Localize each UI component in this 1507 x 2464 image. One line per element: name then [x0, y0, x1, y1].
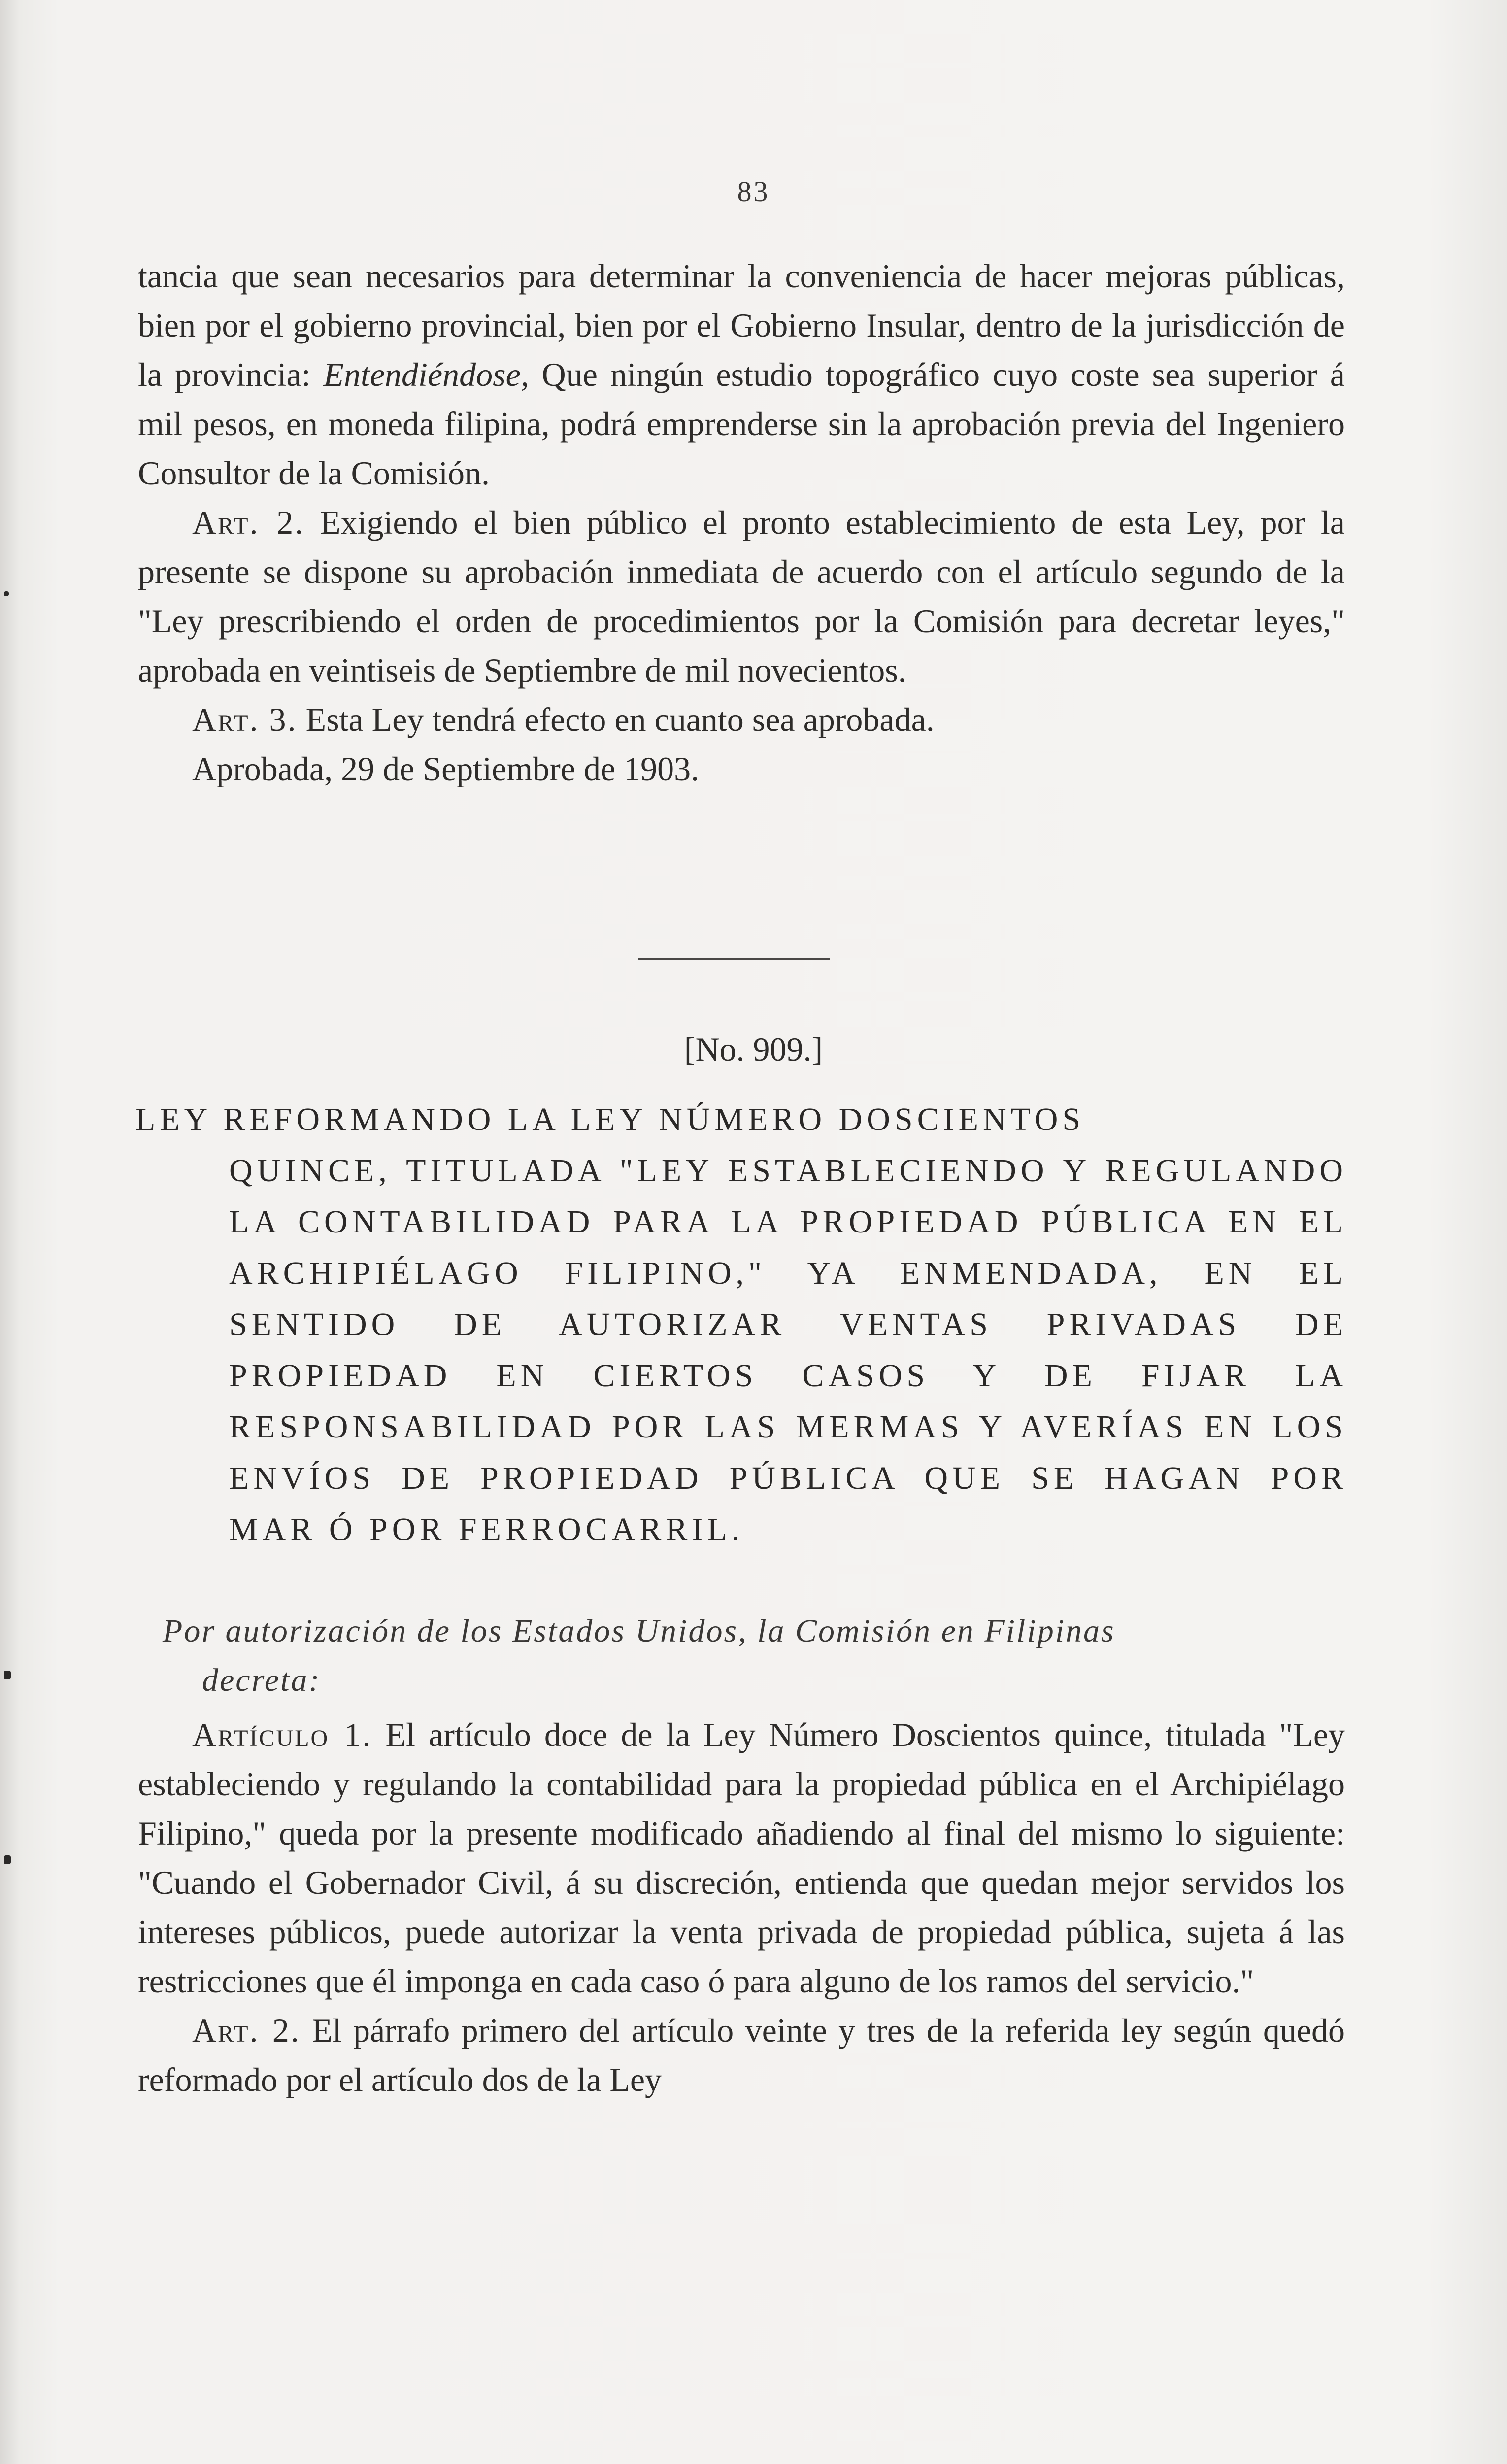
section-1-text: El artículo doce de la Ley Número Doscientos quince, titulada "Ley estableciendo y regulando la contabilidad para la propiedad pública en el Archipiélago Filipino," queda por la presente modificado añadiendo al final del mismo lo siguiente: "Cuando el Gobernador Civil, á su discreción, entienda que quedan mejor servidos los intereses públicos, puede autorizar la venta privada de propiedad pública, sujeta á las restricciones que él imponga en cada caso ó para alguno de los ramos del servicio." — [138, 1716, 1345, 2000]
article-3-paragraph — [138, 695, 1345, 744]
article-3-text: Esta Ley tendrá efecto en cuanto sea aprobada. — [305, 701, 935, 738]
approval-date: Aprobada, 29 de Septiembre de 1903. — [192, 750, 700, 787]
enacting-clause — [163, 1607, 1350, 1705]
act-title — [135, 1094, 1347, 1555]
proviso-text: Que ningún estudio topográfico cuyo coste sea superior á mil pesos, en moneda filipina, podrá emprenderse sin la aprobación previa del Ingeniero Consultor de la Comisión. — [138, 356, 1345, 492]
section-divider — [638, 958, 830, 960]
article-2-label: Art. 2. — [192, 504, 305, 541]
previous-act-body — [138, 251, 1345, 793]
continuation-text: tancia que sean necesarios para determinar la conveniencia de hacer mejoras públicas, bien por el gobierno provincial, bien por el Gobierno Insular, dentro de la jurisdicción de la provincia: — [138, 257, 1345, 393]
new-act-body — [138, 1710, 1345, 2104]
act-number: [No. 909.] — [684, 1030, 823, 1068]
section-1-paragraph — [138, 1710, 1345, 2006]
enacting-clause-rest: decreta: — [202, 1662, 321, 1698]
article-2-text: Exigiendo el bien público el pronto establecimiento de esta Ley, por la presente se dispone su aprobación inmediata de acuerdo con el artículo segundo de la "Ley prescribiendo el orden de procedimientos por la Comisión para decretar leyes," aprobada en veintiseis de Septiembre de mil novecientos. — [138, 504, 1345, 689]
section-2-text: El párrafo primero del artículo veinte y tres de la referida ley según quedó reformado por el artículo dos de la Ley — [138, 2012, 1345, 2098]
page-number: 83 — [737, 175, 770, 207]
previous-act-continuation — [138, 251, 1345, 498]
article-2-paragraph — [138, 498, 1345, 695]
margin-speck — [4, 1671, 11, 1679]
act-title-first-line: LEY REFORMANDO LA LEY NÚMERO DOSCIENTOS — [135, 1101, 1085, 1137]
section-1-label: Artículo 1. — [192, 1716, 372, 1753]
proviso-label: Entendiéndose, — [323, 356, 529, 393]
section-2-paragraph — [138, 2006, 1345, 2104]
article-3-label: Art. 3. — [192, 701, 298, 738]
margin-speck — [4, 591, 9, 596]
margin-speck — [4, 1855, 11, 1864]
section-2-label: Art. 2. — [192, 2012, 301, 2049]
enacting-clause-first: Por autorización de los Estados Unidos, la Comisión en Filipinas — [163, 1613, 1115, 1649]
act-title-rest: QUINCE, TITULADA "LEY ESTABLECIENDO Y REGULANDO LA CONTABILIDAD PARA LA PROPIEDAD PÚBLICA EN EL ARCHIPIÉLAGO FILIPINO," YA ENMENDADA, EN EL SENTIDO DE AUTORIZAR VENTAS PRIVADAS DE PROPIEDAD EN CIERTOS CASOS Y DE FIJAR LA RESPONSABILIDAD POR LAS MERMAS Y AVERÍAS EN LOS ENVÍOS DE PROPIEDAD PÚBLICA QUE SE HAGAN POR MAR Ó POR FERROCARRIL. — [229, 1153, 1347, 1547]
